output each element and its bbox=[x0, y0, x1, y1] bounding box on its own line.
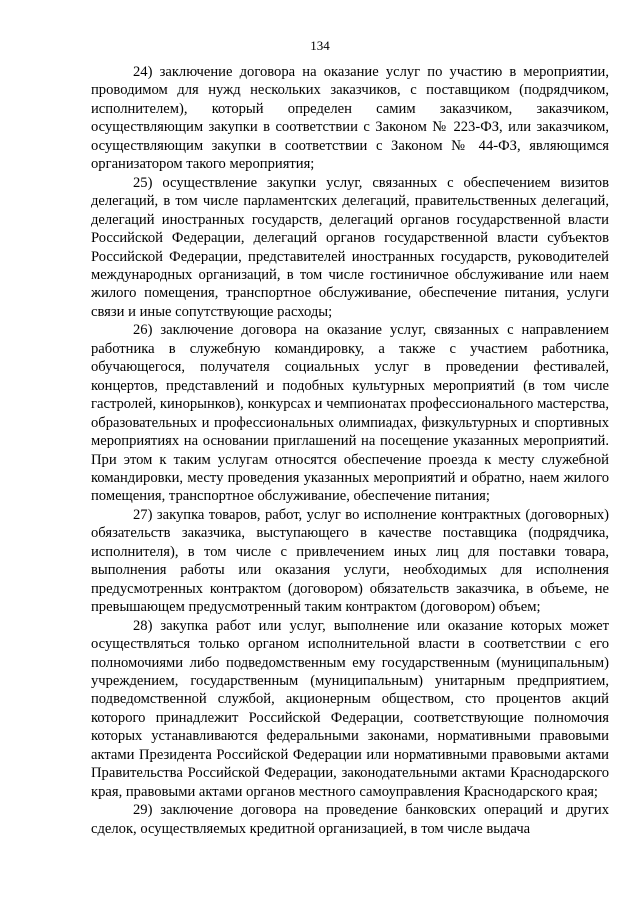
page-number: 134 bbox=[310, 38, 330, 53]
paragraph-item-25: 25) осуществление закупки услуг, связанных с обеспечением визитов делегаций, в том числе парламентских делегаций, правительственных делегаций, делегаций иностранных государств, делегаций органов государственной власти Российской Федерации, делегаций органов государственной власти субъектов Российской Федерации, представителей иностранных государств, руководителей международных организаций, в том числе гостиничное обслуживание или наем жилого помещения, транспортное обслуживание, обеспечение питания, услуги связи и иные сопутствующие расходы; bbox=[91, 174, 609, 320]
paragraph-item-27: 27) закупка товаров, работ, услуг во исполнение контрактных (договорных) обязательств заказчика, выступающего в качестве поставщика (подрядчика, исполнителя), в том числе с привлечением иных лиц для поставки товара, выполнения работы или оказания услуги, необходимых для исполнения предусмотренных контрактом (договором) обязательств заказчика, в объеме, не превышающем предусмотренный таким контрактом (договором) объем; bbox=[91, 506, 609, 616]
paragraph-item-29: 29) заключение договора на проведение банковских операций и других сделок, осуществляемых кредитной организацией, в том числе выдача bbox=[91, 802, 609, 837]
paragraph-item-24: 24) заключение договора на оказание услуг по участию в мероприятии, проводимом для нужд нескольких заказчиков, с поставщиком (подрядчиком, исполнителем), который определен самим заказчиком, заказчиком, осуществляющим закупки в соответствии с Законом № 223-ФЗ, или заказчиком, осуществляющим закупки в соответствии с Законом № 44-ФЗ, являющимся организатором такого мероприятия; bbox=[91, 64, 609, 173]
paragraph-item-26: 26) заключение договора на оказание услуг, связанных с направлением работника в служебную командировку, а также с участием работника, обучающегося, получателя социальных услуг в проведении фестивалей, концертов, представлений и подобных культурных мероприятий (в том числе гастролей, кинорынков), конкурсах и чемпионатах профессионального мастерства, образовательных и профессиональных олимпиадах, физкультурных и спортивных мероприятиях на основании приглашений на посещение указанных мероприятий. При этом к таким услугам относятся обеспечение проезда к месту служебной командировки, месту проведения указанных мероприятий и обратно, наем жилого помещения, транспортное обслуживание, обеспечение питания; bbox=[91, 322, 609, 505]
paragraph-item-28: 28) закупка работ или услуг, выполнение или оказание которых может осуществляться только органом исполнительной власти в соответствии с его полномочиями либо подведомственным ему государственным (муниципальным) учреждением, государственным (муниципальным) унитарным предприятием, подведомственной службой, акционерным обществом, сто процентов акций которого принадлежит Российской Федерации, соответствующие полномочия которых устанавливаются федеральными законами, нормативными правовыми актами Президента Российской Федерации или нормативными правовыми актами Правительства Российской Федерации, законодательными актами Краснодарского края, правовыми актами органов местного самоуправления Краснодарского края; bbox=[91, 617, 609, 800]
document-body bbox=[91, 63, 609, 838]
